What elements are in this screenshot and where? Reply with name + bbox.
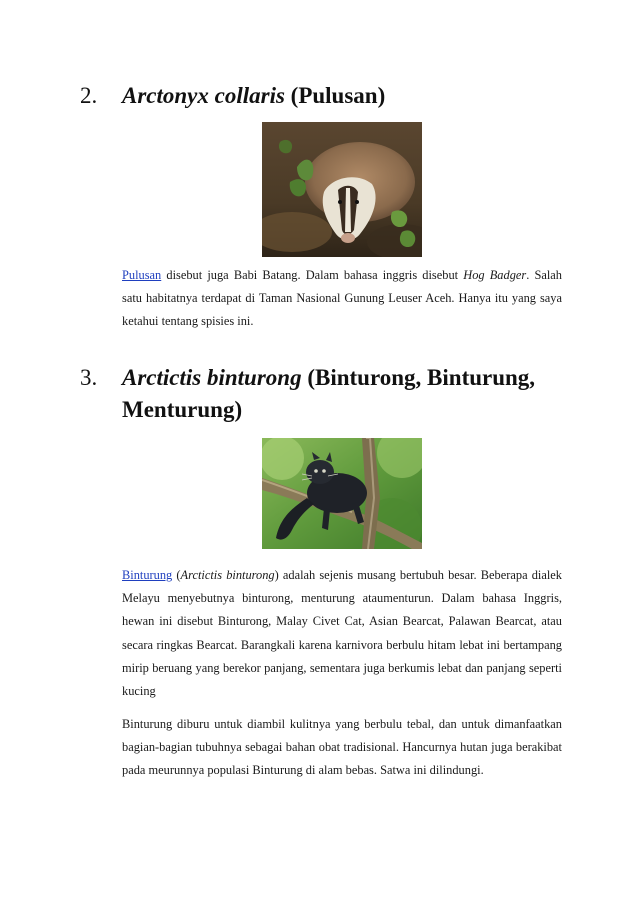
- binturung-link[interactable]: Binturung: [122, 568, 173, 582]
- section-3-number: 3.: [80, 365, 98, 390]
- hog-badger-photo: [262, 122, 422, 257]
- section-2-text-b: . Salah satu habitatnya terdapat di Taman Nasional Gunung Leuser Aceh. Hanya itu yang saya ketahui tentang spisies ini.: [122, 268, 562, 329]
- pulusan-link[interactable]: Pulusan: [122, 268, 162, 282]
- section-3-paragraph-1: [122, 564, 562, 703]
- section-3-paragraph-2: Binturung diburu untuk diambil kulitnya yang berbulu tebal, dan untuk dimanfaatkan bagian-bagian tubuhnya sebagai bahan obat tradisional. Hancurnya hutan juga berakibat pada meurunnya populasi Binturung di alam bebas. Satwa ini dilindungi.: [122, 717, 562, 778]
- section-2-common-name: (Pulusan): [284, 83, 386, 108]
- section-3-italic: Arctictis binturong: [180, 568, 275, 582]
- section-3-title: [122, 362, 582, 426]
- section-2-paragraph: [122, 264, 562, 334]
- section-2-italic: Hog Badger: [463, 268, 527, 282]
- binturong-photo: [262, 438, 422, 549]
- section-2-title: [122, 80, 582, 112]
- section-2-species-name: Arctonyx collaris: [122, 83, 285, 108]
- section-3-text-b: ) adalah sejenis musang bertubuh besar. Beberapa dialek Melayu menyebutnya binturong, menturung ataumenturun. Dalam bahasa Inggris, hewan ini disebut Binturong, Malay Civet Cat, Asian Bearcat, Palawan Bearcat, atau secara ringkas Bearcat. Barangkali karena karnivora berbulu hitam lebat ini bertampang mirip beruang yang berekor panjang, sementara juga berkumis lebat dan panjang seperti kucing: [122, 568, 562, 699]
- section-3-common-name: (Binturong, Binturung, Menturung): [122, 365, 536, 422]
- section-3-species-name: Arctictis binturong: [122, 365, 302, 390]
- binturong-image: [262, 438, 422, 549]
- section-2-text-a: disebut juga Babi Batang. Dalam bahasa inggris disebut: [161, 268, 464, 282]
- hog-badger-image: [262, 122, 422, 257]
- section-3-text-a: (: [172, 568, 181, 582]
- section-2-number: 2.: [80, 83, 98, 108]
